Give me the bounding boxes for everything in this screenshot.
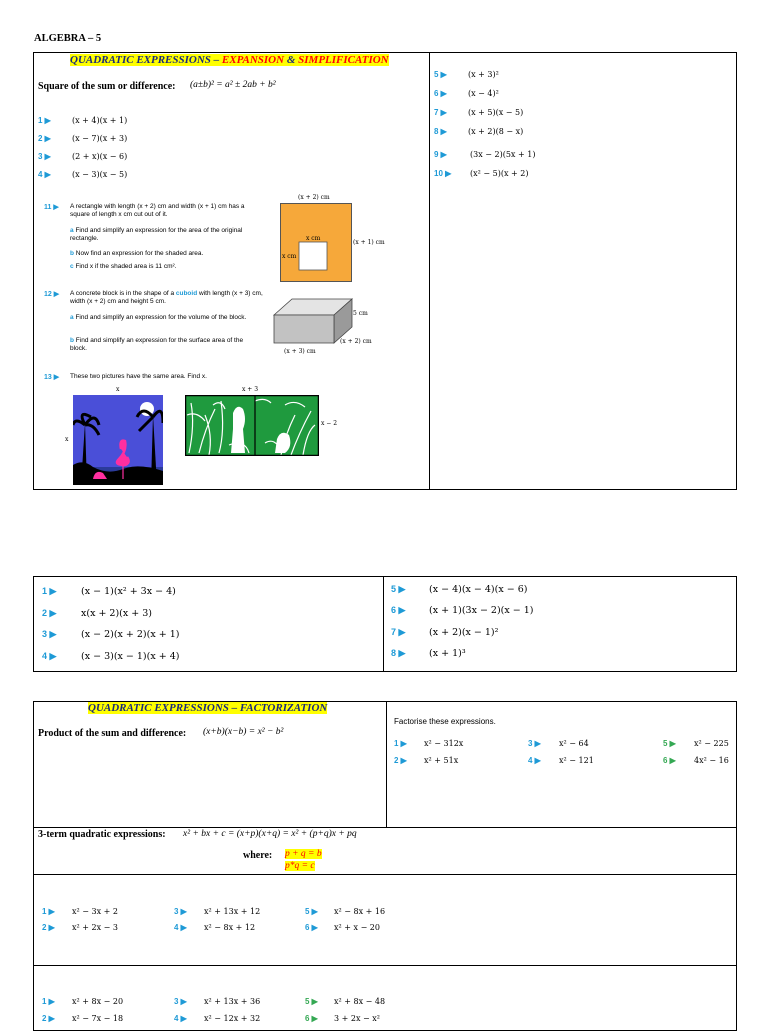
item-number: 1 ▶: [42, 586, 57, 596]
expression: (x − 4)²: [468, 89, 499, 98]
expression: 3 + 2x − x²: [334, 1014, 380, 1023]
item-number: 1 ▶: [394, 739, 407, 748]
item-number: 2 ▶: [38, 134, 51, 143]
condition-product: p*q = c: [285, 861, 315, 871]
expression: (x + 1)(3x − 2)(x − 1): [429, 605, 534, 616]
expression: (x − 4)(x − 4)(x − 6): [429, 584, 528, 595]
expression: (x + 5)(x − 5): [468, 108, 524, 117]
item-number: 5 ▶: [391, 584, 406, 594]
item-number: 4 ▶: [42, 651, 57, 661]
expression: (x − 7)(x + 3): [72, 134, 128, 143]
question-part-c: c Find x if the shaded area is 11 cm².: [70, 263, 177, 270]
expression: x² − 225: [694, 739, 729, 748]
item-number: 2 ▶: [42, 1014, 55, 1023]
three-term-label: 3-term quadratic expressions:: [38, 829, 166, 840]
condition-sum: p + q = b: [285, 849, 322, 859]
expression: (x − 3)(x − 1)(x + 4): [81, 651, 180, 662]
question-part-a: a Find and simplify an expression for the volume of the block.: [70, 314, 247, 321]
doc-title: ALGEBRA – 5: [34, 33, 102, 44]
rect-length-label: (x + 2) cm: [298, 194, 330, 201]
question-text: A rectangle with length (x + 2) cm and width (x + 1) cm has a square of length x cm cut out of it.: [70, 203, 245, 218]
expression: x² − 312x: [424, 739, 464, 748]
question-number: 12 ▶: [44, 291, 60, 298]
expression: x² − 7x − 18: [72, 1014, 124, 1023]
cut-out-square: [299, 242, 327, 270]
expression: (x + 3)²: [468, 70, 499, 79]
expression: x(x + 2)(x + 3): [81, 608, 152, 619]
question-part-b: b Find and simplify an expression for the surface area of the block.: [70, 337, 244, 352]
item-number: 3 ▶: [38, 152, 51, 161]
where-label: where:: [243, 850, 273, 861]
product-formula: (x+b)(x−b) = x² − b²: [203, 727, 284, 737]
item-number: 8 ▶: [391, 648, 406, 658]
rectangle-diagram: [280, 203, 352, 282]
square-formula-label: Square of the sum or difference:: [38, 81, 176, 92]
item-number: 2 ▶: [42, 923, 55, 932]
expression: x² + 13x + 12: [204, 907, 261, 916]
item-number: 9 ▶: [434, 150, 447, 159]
product-formula-label: Product of the sum and difference:: [38, 728, 187, 739]
square-formula: (a±b)² = a² ± 2ab + b²: [190, 80, 276, 90]
expression: x² + 51x: [424, 756, 459, 765]
picture1-top-label: x: [116, 386, 120, 393]
expression: x² + 13x + 36: [204, 997, 261, 1006]
question-part-b: b Now find an expression for the shaded area.: [70, 250, 204, 257]
expression: x² − 8x + 16: [334, 907, 386, 916]
question-number: 13 ▶: [44, 374, 60, 381]
expression: (x − 1)(x² + 3x − 4): [81, 586, 176, 597]
item-number: 5 ▶: [434, 70, 447, 79]
expression: (3x − 2)(5x + 1): [470, 150, 536, 159]
expression: x² + 8x − 48: [334, 997, 386, 1006]
item-number: 6 ▶: [663, 756, 676, 765]
item-number: 2 ▶: [42, 608, 57, 618]
flamingo-picture: [73, 395, 163, 485]
expression: (x − 2)(x + 2)(x + 1): [81, 629, 180, 640]
item-number: 4 ▶: [174, 923, 187, 932]
item-number: 4 ▶: [174, 1014, 187, 1023]
expression: (x + 2)(x − 1)²: [429, 627, 499, 638]
question-text: These two pictures have the same area. Find x.: [70, 373, 207, 380]
rect-width-label: (x + 1) cm: [353, 239, 385, 246]
item-number: 6 ▶: [305, 1014, 318, 1023]
expression: (x + 1)³: [429, 648, 466, 659]
item-number: 1 ▶: [42, 907, 55, 916]
item-number: 3 ▶: [174, 997, 187, 1006]
expression: x² − 121: [559, 756, 594, 765]
item-number: 10 ▶: [434, 169, 452, 178]
expression: x² − 3x + 2: [72, 907, 118, 916]
jungle-picture: [185, 395, 319, 456]
item-number: 7 ▶: [391, 627, 406, 637]
item-number: 4 ▶: [528, 756, 541, 765]
expansion-title: QUADRATIC EXPRESSIONS – EXPANSION & SIMPLIFICATION: [70, 54, 389, 66]
expression: x² − 8x + 12: [204, 923, 256, 932]
item-number: 8 ▶: [434, 127, 447, 136]
expression: (x² − 5)(x + 2): [470, 169, 529, 178]
question-number: 11 ▶: [44, 204, 59, 211]
expression: (x + 2)(8 − x): [468, 127, 524, 136]
expression: x² − 64: [559, 739, 589, 748]
item-number: 6 ▶: [391, 605, 406, 615]
expression: x² − 12x + 32: [204, 1014, 261, 1023]
question-text: A concrete block is in the shape of a cuboid with length (x + 3) cm, width (x + 2) cm and height 5 cm.: [70, 290, 263, 305]
item-number: 5 ▶: [305, 907, 318, 916]
expression: (2 + x)(x − 6): [72, 152, 128, 161]
picture2-top-label: x + 3: [242, 386, 259, 393]
item-number: 5 ▶: [305, 997, 318, 1006]
question-part-a: a Find and simplify an expression for the area of the original rectangle.: [70, 227, 243, 242]
expression: (x + 4)(x + 1): [72, 116, 128, 125]
factorise-instruction: Factorise these expressions.: [394, 717, 496, 726]
three-term-formula: x² + bx + c = (x+p)(x+q) = x² + (p+q)x + pq: [183, 829, 357, 839]
item-number: 3 ▶: [528, 739, 541, 748]
item-number: 7 ▶: [434, 108, 447, 117]
item-number: 4 ▶: [38, 170, 51, 179]
expression: x² + 2x − 3: [72, 923, 118, 932]
item-number: 1 ▶: [42, 997, 55, 1006]
expression: (x − 3)(x − 5): [72, 170, 128, 179]
item-number: 6 ▶: [434, 89, 447, 98]
square-left-label: x cm: [282, 253, 297, 260]
cuboid-length-label: (x + 3) cm: [284, 348, 316, 355]
picture2-right-label: x − 2: [321, 420, 338, 427]
item-number: 3 ▶: [174, 907, 187, 916]
factorization-table: [33, 701, 737, 1031]
expression: x² + 8x − 20: [72, 997, 124, 1006]
expression: x² + x − 20: [334, 923, 380, 932]
item-number: 5 ▶: [663, 739, 676, 748]
square-top-label: x cm: [306, 235, 321, 242]
item-number: 1 ▶: [38, 116, 51, 125]
cuboid-height-label: 5 cm: [353, 310, 368, 317]
factorization-title: QUADRATIC EXPRESSIONS – FACTORIZATION: [88, 702, 328, 714]
picture1-left-label: x: [65, 436, 69, 443]
item-number: 3 ▶: [42, 629, 57, 639]
item-number: 6 ▶: [305, 923, 318, 932]
item-number: 2 ▶: [394, 756, 407, 765]
cuboid-width-label: (x + 2) cm: [340, 338, 372, 345]
expression: 4x² − 16: [694, 756, 729, 765]
